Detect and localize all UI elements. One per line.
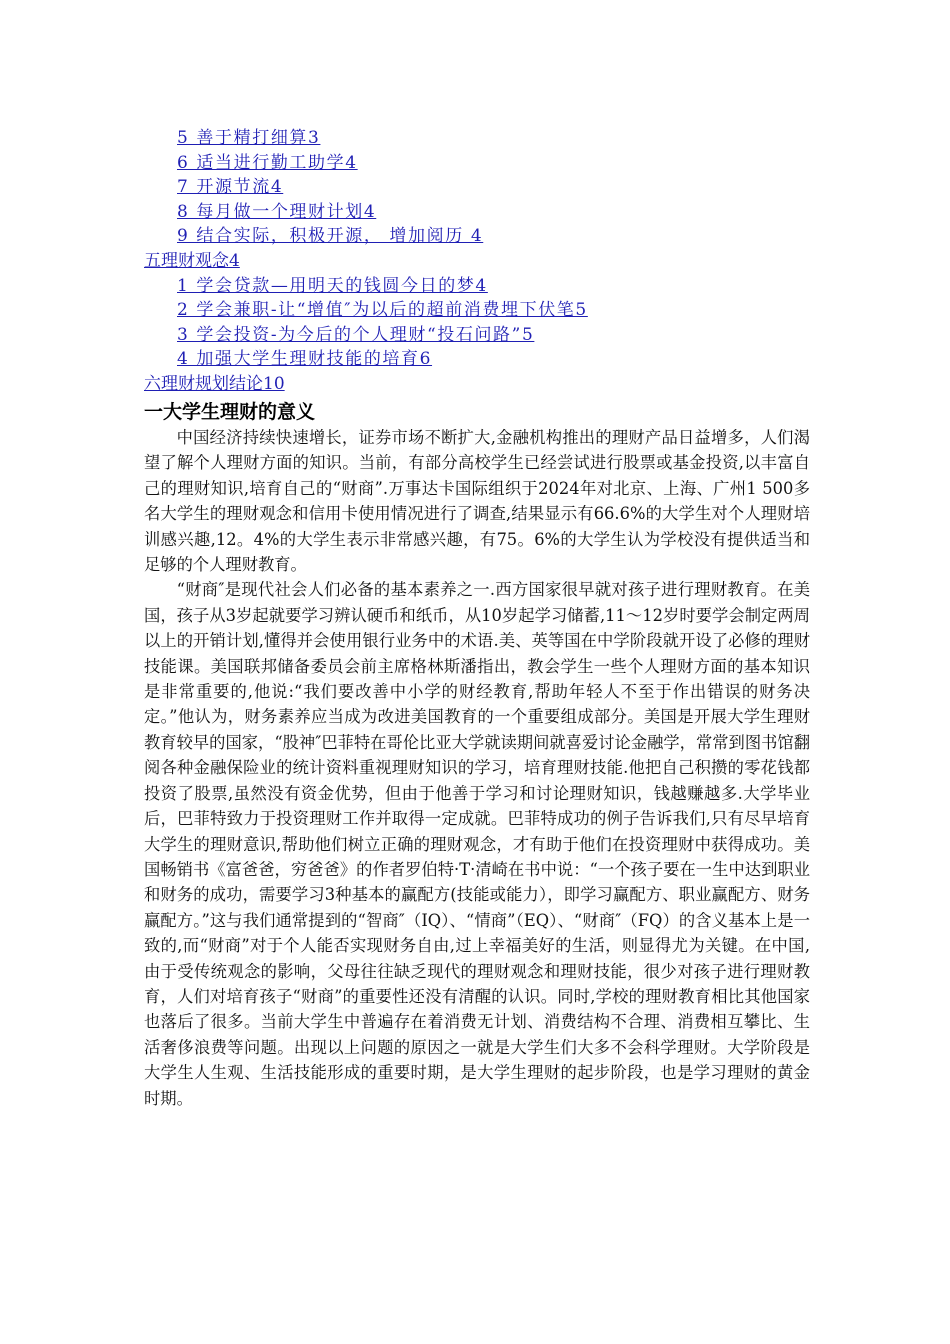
toc-link-3-investing[interactable]: 3 学会投资-为今后的个人理财“投石问路”5 <box>177 324 535 345</box>
section-significance <box>144 399 810 1111</box>
toc-link-6-work-study[interactable]: 6 适当进行勤工助学4 <box>177 152 358 173</box>
paragraph-2: “财商″是现代社会人们必备的基本素养之一.西方国家很早就对孩子进行理财教育。在美国，孩子从3岁起就要学习辨认硬币和纸币，从10岁起学习储蓄,11～12岁时要学会制定两周以上的开销计划,懂得并会使用银行业务中的术语.美、英等国在中学阶段就开设了必修的理财技能课。美国联邦储备委员会前主席格林斯潘指出，教会学生一些个人理财方面的基本知识是非常重要的,他说:“我们要改善中小学的财经教育,帮助年轻人不至于作出错误的财务决定。”他认为，财务素养应当成为改进美国教育的一个重要组成部分。美国是开展大学生理财教育较早的国家，“股神″巴菲特在哥伦比亚大学就读期间就喜爱讨论金融学，常常到图书馆翻阅各种金融保险业的统计资料重视理财知识的学习，培育理财技能.他把自己积攒的零花钱都投资了股票,虽然没有资金优势，但由于他善于学习和讨论理财知识，钱越赚越多.大学毕业后，巴菲特致力于投资理财工作并取得一定成就。巴菲特成功的例子告诉我们,只有尽早培育大学生的理财意识,帮助他们树立正确的理财观念，才有助于他们在投资理财中获得成功。美国畅销书《富爸爸，穷爸爸》的作者罗伯特·T·清崎在书中说：“一个孩子要在一生中达到职业和财务的成功，需要学习3种基本的赢配方(技能或能力），即学习赢配方、职业赢配方、财务赢配方。”这与我们通常提到的“智商″（IQ）、“情商”（EQ）、“财商″（FQ）的含义基本上是一致的,而“财商”对于个人能否实现财务自由,过上幸福美好的生活，则显得尤为关键。在中国,由于受传统观念的影响，父母往往缺乏现代的理财观念和理财技能，很少对孩子进行理财教育，人们对培育孩子“财商”的重要性还没有清醒的认识。同时,学校的理财教育相比其他国家也落后了很多。当前大学生中普遍存在着消费无计划、消费结构不合理、消费相互攀比、生活奢侈浪费等问题。出现以上问题的原因之一就是大学生们大多不会科学理财。大学阶段是大学生人生观、生活技能形成的重要时期，是大学生理财的起步阶段，也是学习理财的黄金时期。 <box>144 580 810 1108</box>
toc-link-5-budgeting[interactable]: 5 善于精打细算3 <box>177 128 321 148</box>
toc-link-six-conclusion[interactable]: 六理财规划结论10 <box>144 373 285 394</box>
toc-link-five-concepts[interactable]: 五理财观念4 <box>144 250 240 271</box>
toc-link-2-part-time[interactable]: 2 学会兼职-让“增值″为以后的超前消费埋下伏笔5 <box>177 300 588 321</box>
toc-link-7-open-source-save[interactable]: 7 开源节流4 <box>177 177 284 198</box>
section-heading: 一大学生理财的意义 <box>144 401 316 423</box>
table-of-contents <box>144 126 824 397</box>
toc-link-1-loans[interactable]: 1 学会贷款—用明天的钱圆今日的梦4 <box>177 275 488 296</box>
toc-link-8-monthly-plan[interactable]: 8 每月做一个理财计划4 <box>177 201 377 222</box>
toc-link-4-skills[interactable]: 4 加强大学生理财技能的培育6 <box>177 349 433 370</box>
toc-link-9-practical[interactable]: 9 结合实际，积极开源， 增加阅历 4 <box>177 226 484 247</box>
paragraph-1: 中国经济持续快速增长，证券市场不断扩大,金融机构推出的理财产品日益增多，人们渴望了解个人理财方面的知识。当前，有部分高校学生已经尝试进行股票或基金投资,以丰富自己的理财知识,培育自己的“财商”.万事达卡国际组织于2024年对北京、上海、广州1 500多名大学生的理财观念和信用卡使用情况进行了调查,结果显示有66.6%的大学生对个人理财培训感兴趣,12。4%的大学生表示非常感兴趣，有75。6%的大学生认为学校没有提供适当和足够的个人理财教育。 <box>144 428 810 575</box>
